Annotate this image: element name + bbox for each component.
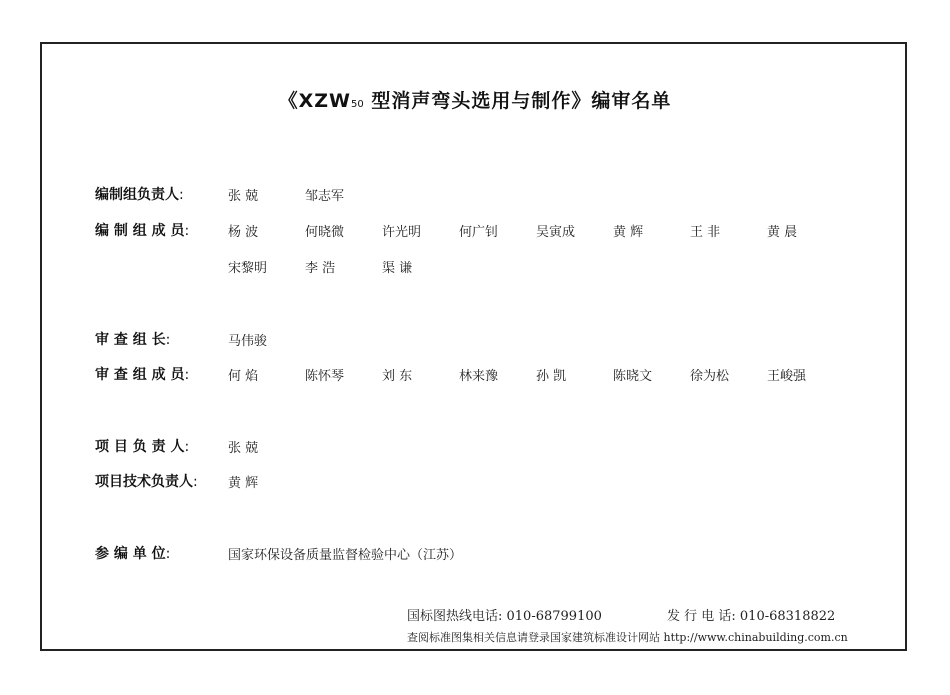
review-member-name: 孙 凯 bbox=[536, 369, 567, 384]
title-subscript: 50 bbox=[351, 99, 364, 110]
editing-member-name: 黄 晨 bbox=[767, 225, 798, 240]
editing-leader-name: 张 兢 bbox=[228, 189, 259, 204]
website-text: 查阅标准图集相关信息请登录国家建筑标准设计网站 http://www.chinabuilding.com.cn bbox=[407, 631, 848, 644]
editing-member-name: 吴寅成 bbox=[536, 225, 576, 240]
review-leader-name: 马伟骏 bbox=[228, 334, 268, 349]
editing-leader-label: 编制组负责人: bbox=[95, 187, 184, 203]
review-member-name: 王峻强 bbox=[767, 369, 807, 384]
editing-member-name: 许光明 bbox=[382, 225, 422, 240]
editing-member-name: 杨 波 bbox=[228, 225, 259, 240]
title-suffix: 型消声弯头选用与制作》编审名单 bbox=[363, 90, 672, 112]
editing-member-name: 黄 辉 bbox=[613, 225, 644, 240]
review-leader-label: 审 查 组 长: bbox=[95, 332, 171, 348]
editing-member-name: 何晓微 bbox=[305, 225, 345, 240]
editing-leader-name: 邹志军 bbox=[305, 189, 345, 204]
project-leader-label: 项 目 负 责 人: bbox=[95, 439, 190, 455]
editing-members-label: 编 制 组 成 员: bbox=[95, 223, 190, 239]
review-member-name: 林来豫 bbox=[459, 369, 499, 384]
editing-member-name: 李 浩 bbox=[305, 261, 336, 276]
participant-label: 参 编 单 位: bbox=[95, 546, 171, 562]
review-member-name: 陈晓文 bbox=[613, 369, 653, 384]
editing-member-name: 王 非 bbox=[690, 225, 721, 240]
title-prefix: 《XZW bbox=[278, 90, 352, 112]
participant-unit: 国家环保设备质量监督检验中心（江苏） bbox=[228, 548, 463, 563]
issue-phone-text: 发 行 电 话: 010-68318822 bbox=[667, 609, 836, 624]
tech-leader-label: 项目技术负责人: bbox=[95, 474, 198, 490]
review-member-name: 刘 东 bbox=[382, 369, 413, 384]
review-member-name: 何 焰 bbox=[228, 369, 259, 384]
tech-leader-name: 黄 辉 bbox=[228, 476, 259, 491]
editing-member-name: 何广钊 bbox=[459, 225, 499, 240]
page-title bbox=[0, 86, 950, 113]
review-members-label: 审 查 组 成 员: bbox=[95, 367, 190, 383]
project-leader-name: 张 兢 bbox=[228, 441, 259, 456]
review-member-name: 陈怀琴 bbox=[305, 369, 345, 384]
editing-member-name: 渠 谦 bbox=[382, 261, 413, 276]
hotline-text: 国标图热线电话: 010-68799100 bbox=[407, 609, 602, 624]
editing-member-name: 宋黎明 bbox=[228, 261, 268, 276]
review-member-name: 徐为松 bbox=[690, 369, 730, 384]
